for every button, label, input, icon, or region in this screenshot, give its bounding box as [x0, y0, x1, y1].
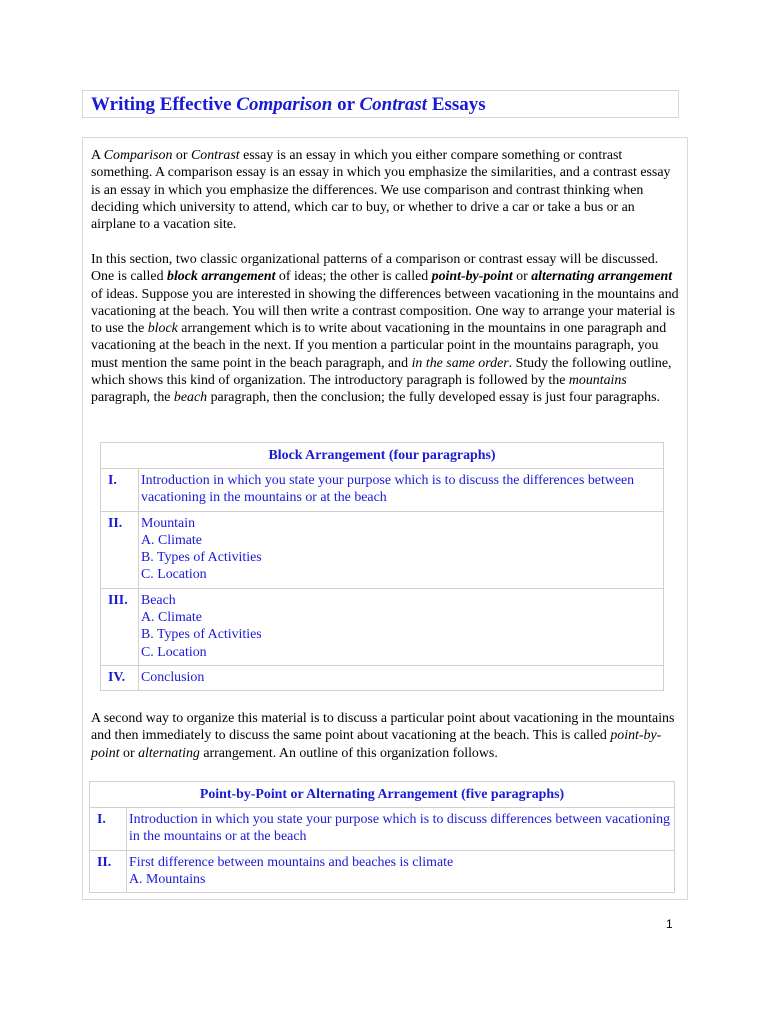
sub-point: C. Location	[141, 567, 207, 583]
title-text: Essays	[427, 94, 486, 115]
row-text: Introduction in which you state your purpose which is to discuss differences between vacationing in the mountains or at the beach	[127, 808, 675, 851]
row-text	[139, 511, 664, 588]
sub-point: C. Location	[141, 644, 207, 660]
sub-point: B. Types of Activities	[141, 627, 262, 643]
table-row	[101, 469, 664, 512]
row-text	[139, 588, 664, 665]
row-number: IV.	[101, 665, 139, 690]
page-number: 1	[666, 917, 673, 931]
row-text	[127, 850, 675, 893]
block-arrangement-table	[100, 442, 664, 691]
patterns-paragraph: In this section, two classic organizational patterns of a comparison or contrast essay will be discussed. One is called block arrangement of ideas; the other is called point-by-point or alternating arrangement of ideas. Suppose you are interested in showing the differences between vacationing in the mountains and vacationing at the beach. You will then write a contrast composition. One way to arrange your material is to use the block arrangement which is to write about vacationing in the mountains in one paragraph and vacationing at the beach in the next. If you mention a particular point in the mountains paragraph, you must mention the same point in the beach paragraph, and in the same order. Study the following outline, which shows this kind of organization. The introductory paragraph is followed by the mountains paragraph, the beach paragraph, then the conclusion; the fully developed essay is just four paragraphs.	[91, 252, 679, 406]
sub-point: A. Climate	[141, 610, 202, 626]
table-row	[101, 511, 664, 588]
title-text: or	[332, 94, 360, 115]
table-row	[90, 850, 675, 893]
section-heading: Mountain	[141, 515, 196, 531]
row-number: II.	[101, 511, 139, 588]
sub-point: A. Mountains	[129, 871, 206, 887]
intro-paragraph: A Comparison or Contrast essay is an essay in which you either compare something or contrast something. A comparison essay is an essay in which you emphasize the similarities, and a contrast essay is an essay in which you emphasize the differences. We use comparison and contrast thinking when deciding which university to attend, which car to buy, or whether to drive a car or take a bus or an airplane to a vacation site.	[91, 148, 671, 233]
second-way-paragraph: A second way to organize this material is to discuss a particular point about vacationing in the mountains and then immediately to discuss the same point about vacationing at the beach. This is called point-by-point or alternating arrangement. An outline of this organization follows.	[91, 711, 675, 761]
row-number: II.	[90, 850, 127, 893]
table-header: Point-by-Point or Alternating Arrangement (five paragraphs)	[90, 782, 675, 808]
title-emphasis-contrast: Contrast	[359, 94, 428, 115]
point-by-point-table	[89, 781, 675, 893]
row-number: I.	[101, 469, 139, 512]
row-number: I.	[90, 808, 127, 851]
table-header: Block Arrangement (four paragraphs)	[101, 443, 664, 469]
document-title	[82, 90, 679, 118]
table-row	[101, 588, 664, 665]
title-emphasis-comparison: Comparison	[236, 94, 333, 115]
table-row	[90, 808, 675, 851]
row-text: Introduction in which you state your purpose which is to discuss the differences between vacationing in the mountains or at the beach	[139, 469, 664, 512]
sub-point: A. Climate	[141, 532, 202, 548]
table-row	[101, 665, 664, 690]
sub-point: B. Types of Activities	[141, 550, 262, 566]
title-text: Writing Effective	[91, 94, 237, 115]
row-text: Conclusion	[139, 665, 664, 690]
row-number: III.	[101, 588, 139, 665]
section-heading: First difference between mountains and beaches is climate	[129, 854, 454, 870]
section-heading: Beach	[141, 592, 176, 608]
